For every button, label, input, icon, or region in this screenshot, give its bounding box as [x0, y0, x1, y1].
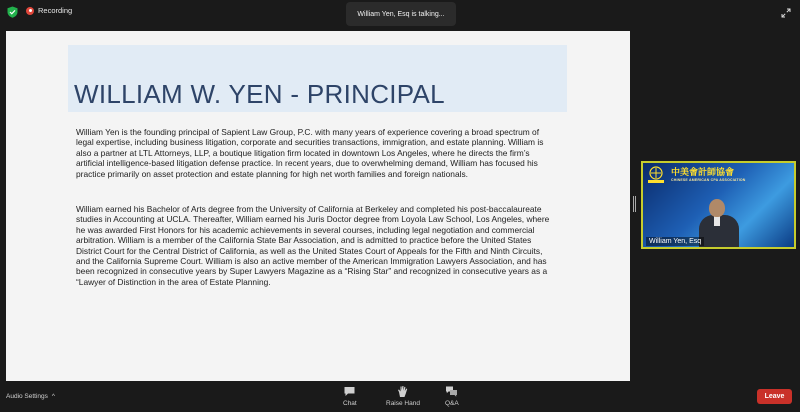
- shared-screen: [6, 31, 630, 381]
- panel-resize-handle[interactable]: [633, 196, 637, 212]
- audio-settings-label: Audio Settings: [6, 393, 48, 400]
- recording-indicator[interactable]: [26, 6, 72, 15]
- fullscreen-icon[interactable]: [781, 8, 791, 18]
- shield-check-icon[interactable]: [7, 6, 18, 18]
- slide-paragraph-2: William earned his Bachelor of Arts degree from the University of California at Berkeley and completed his post-baccalaureate studies in Accounting at UCLA. Thereafter, William earned his Juris Doctor degree from Loyola Law School, Los Angeles, where he was awarded First Honors for his academic achievements in several courses, including legal negotiation and commercial arbitration. William is a member of the California State Bar Association, and is admitted to practice before the United States District Court for the Central District of California, as well as the United States Court of Appeals for the Fifth and Ninth Circuits, and the California Supreme Court. William is also an active member of the American Immigration Lawyers Association, and has been recognized in consecutive years by Super Lawyers Magazine as a “Rising Star” and recognized in consecutive years as a “Lawyer of Distinction in the area of Estate Planning.: [76, 204, 550, 287]
- audio-settings-button[interactable]: [6, 393, 55, 400]
- chat-button[interactable]: [343, 385, 357, 407]
- association-logo-icon: [645, 165, 667, 185]
- participant-head: [709, 199, 725, 217]
- chevron-up-icon: ^: [51, 393, 55, 400]
- recording-dot-icon: [26, 7, 34, 15]
- recording-label: Recording: [38, 6, 73, 15]
- slide-paragraph-1: William Yen is the founding principal of Sapient Law Group, P.C. with many years of experience covering a broad spectrum of legal expertise, including business litigation, corporate and securities transactions, immigration, and estate planning. William is also a partner at LTL Attorneys, LLP, a boutique litigation firm located in downtown Los Angeles, where he directs the firm’s artificial intelligence-based litigation defense practice. In recent years, due to overwhelming demand, William has focused his practice primarily on asset protection and estate planning for high net worth families and foreign nationals.: [76, 127, 544, 179]
- participant-collar: [714, 216, 720, 226]
- qa-label: Q&A: [445, 400, 459, 407]
- bottom-toolbar: [0, 381, 800, 412]
- raise-hand-button[interactable]: [386, 385, 420, 407]
- banner-subtext: CHINESE AMERICAN CPA ASSOCIATION: [671, 178, 746, 182]
- chat-label: Chat: [343, 400, 357, 407]
- top-bar: [0, 0, 800, 28]
- raise-hand-label: Raise Hand: [386, 400, 420, 407]
- leave-button[interactable]: Leave: [757, 389, 792, 404]
- raise-hand-icon: [396, 385, 409, 398]
- active-speaker-label: William Yen, Esq is talking...: [346, 2, 456, 26]
- qa-icon: [445, 385, 458, 398]
- participant-name: William Yen, Esq: [646, 237, 704, 246]
- qa-button[interactable]: [445, 385, 459, 407]
- slide-title: WILLIAM W. YEN - PRINCIPAL: [74, 79, 445, 109]
- participant-video[interactable]: [641, 161, 796, 249]
- association-banner: [671, 165, 745, 189]
- banner-text: 中美會計師協會: [671, 167, 735, 177]
- chat-icon: [343, 385, 356, 398]
